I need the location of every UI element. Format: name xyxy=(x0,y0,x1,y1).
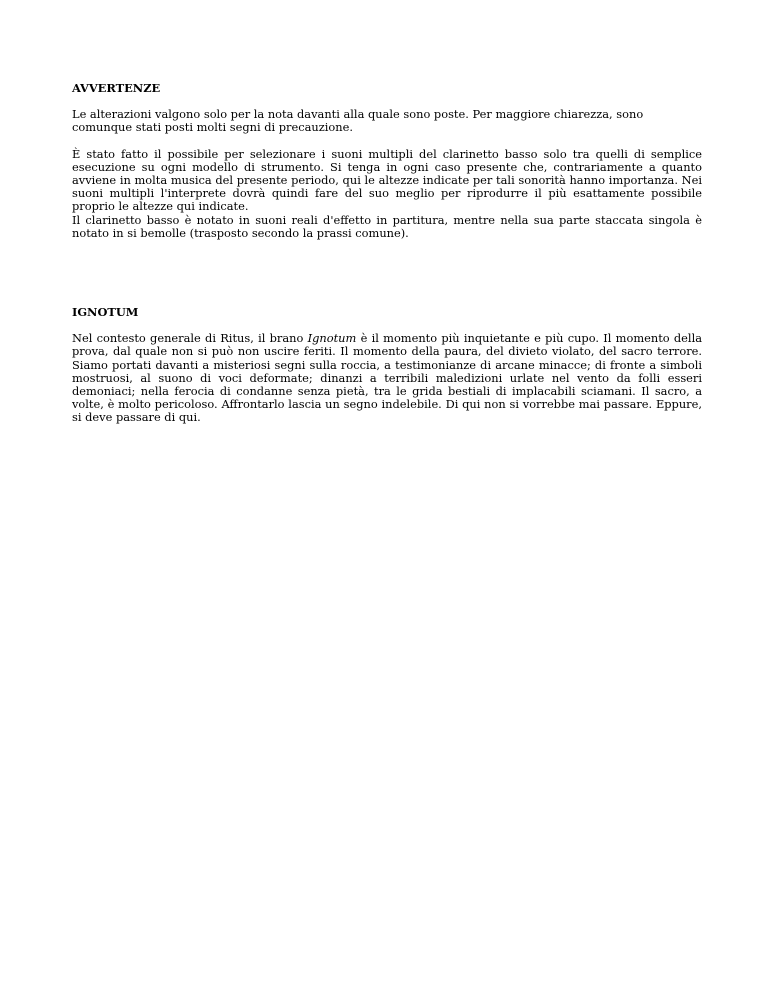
avvertenze-paragraph-3: Il clarinetto basso è notato in suoni reali d'effetto in partitura, mentre nella sua parte staccata singola è notato in si bemolle (trasposto secondo la prassi comune). xyxy=(72,212,702,240)
ignotum-paragraph xyxy=(72,332,702,424)
avvertenze-paragraph-2: È stato fatto il possibile per selezionare i suoni multipli del clarinetto basso solo tra quelli di semplice esecuzione su ogni modello di strumento. Si tenga in ogni caso presente che, contrariamente a quanto avviene in molta musica del presente periodo, qui le altezze indicate per tali sonorità hanno importanza. Nei suoni multipli l'interprete dovrà quindi fare del suo meglio per riprodurre il più esattamente possibile proprio le altezze qui indicate. xyxy=(72,146,702,214)
avvertenze-paragraph-1: Le alterazioni valgono solo per la nota davanti alla quale sono poste. Per maggiore chiarezza, sono comunque stati posti molti segni di precauzione. xyxy=(72,107,644,135)
ignotum-intro-text: Nel contesto generale di Ritus, il brano xyxy=(72,331,308,346)
ignotum-body-text: è il momento più inquietante e più cupo. Il momento della prova, dal quale non si può non uscire feriti. Il momento della paura, del divieto violato, del sacro terrore. Siamo portati davanti a misteriosi segni sulla roccia, a testimonianze di arcane minacce; di fronte a simboli mostruosi, al suono di voci deformate; dinanzi a terribili maledizioni urlate nel vento da folli esseri demoniaci; nella ferocia di condanne senza pietà, tra le grida bestiali di implacabili sciamani. Il sacro, a volte, è molto pericoloso. Affrontarlo lascia un segno indelebile. Di qui non si vorrebbe mai passare. Eppure, si deve passare di qui. xyxy=(72,331,702,425)
document-page xyxy=(72,82,702,425)
section-heading-ignotum: IGNOTUM xyxy=(72,305,139,320)
section-heading-avvertenze: AVVERTENZE xyxy=(72,81,161,95)
ignotum-italic-title: Ignotum xyxy=(307,331,357,346)
